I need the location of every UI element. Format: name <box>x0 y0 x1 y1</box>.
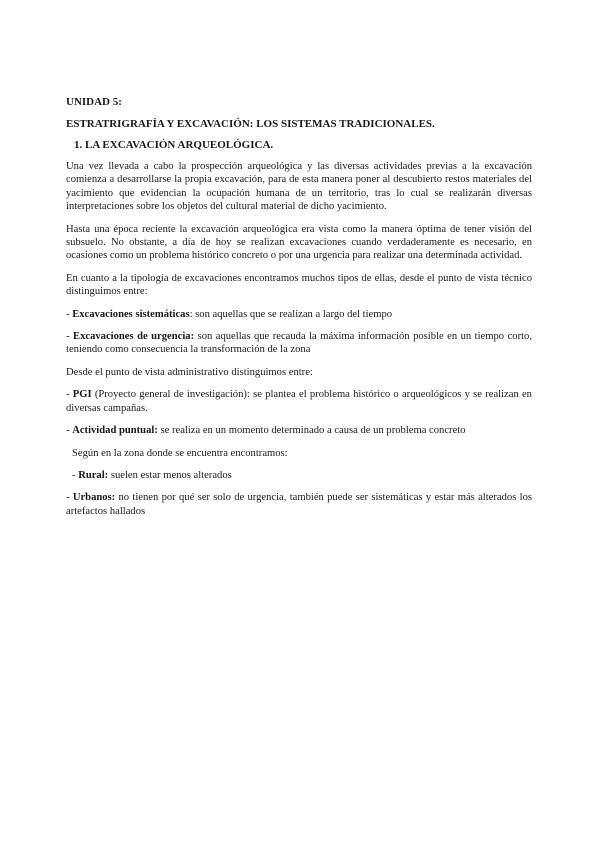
list-dash: - <box>66 425 73 437</box>
list-item-urbanos <box>66 491 532 518</box>
definition-pgi: (Proyecto general de investigación): se plantea el problema histórico o arqueológicos y se realizan en diversas campañas. <box>66 389 532 414</box>
term-urgencia: Excavaciones de urgencia: <box>73 331 195 343</box>
list-dash: - <box>66 331 73 343</box>
paragraph-admin-intro: Desde el punto de vista administrativo distinguimos entre: <box>66 366 313 378</box>
list-dash: - <box>66 492 73 504</box>
list-item-sistematicas <box>66 308 532 321</box>
document-page <box>66 96 532 527</box>
definition-rural: suelen estar menos alterados <box>108 469 232 481</box>
document-title: ESTRATRIGRAFÍA Y EXCAVACIÓN: LOS SISTEMAS TRADICIONALES. <box>66 118 435 130</box>
paragraph-history: Hasta una época reciente la excavación arqueológica era vista como la manera óptima de tener visión del subsuelo. No obstante, a día de hoy se realizan excavaciones cuando verdaderamente es necesario, en ocasiones como un problema histórico concreto o por una urgencia para realizar una determinada actividad. <box>66 223 532 262</box>
term-rural: Rural: <box>78 469 109 481</box>
term-sistematicas: Excavaciones sistemáticas <box>72 308 190 320</box>
paragraph-intro: Una vez llevada a cabo la prospección arqueológica y las diversas actividades previas a la excavación comienza a desarrollarse la propia excavación, para de esta manera poner al descubierto restos materiales del yacimiento que evidencian la ocupación humana de un territorio, tras lo cual se realizarán diversas interpretaciones sobre los objetos del cultural material de dicho yacimiento. <box>66 161 532 213</box>
term-pgi: PGI <box>72 389 92 401</box>
definition-urbanos: no tienen por qué ser solo de urgencia, también puede ser sistemáticas y estar más alterados los artefactos hallados <box>66 492 532 517</box>
definition-actividad-puntual: se realiza en un momento determinado a causa de un problema concreto <box>157 425 466 437</box>
list-dash: - <box>66 308 73 320</box>
list-item-pgi <box>66 388 532 415</box>
section-heading: 1. LA EXCAVACIÓN ARQUEOLÓGICA. <box>74 139 274 151</box>
list-item-rural <box>66 469 532 482</box>
paragraph-typology: En cuanto a la tipología de excavaciones encontramos muchos tipos de ellas, desde el punto de vista técnico distinguimos entre: <box>66 272 532 298</box>
list-dash: - <box>66 389 73 401</box>
definition-sistematicas: : son aquellas que se realizan a largo del tiempo <box>189 308 393 320</box>
list-item-actividad-puntual <box>66 424 532 437</box>
unit-heading: UNIDAD 5: <box>66 96 122 108</box>
term-actividad-puntual: Actividad puntual: <box>72 425 158 437</box>
list-dash: - <box>72 469 79 481</box>
term-urbanos: Urbanos: <box>72 492 116 504</box>
list-item-urgencia <box>66 330 532 357</box>
definition-urgencia: son aquellas que recauda la máxima información posible en un tiempo corto, teniendo como consecuencia la transformación de la zona <box>66 331 532 356</box>
paragraph-zone-intro: Según en la zona donde se encuentra encontramos: <box>72 447 288 459</box>
